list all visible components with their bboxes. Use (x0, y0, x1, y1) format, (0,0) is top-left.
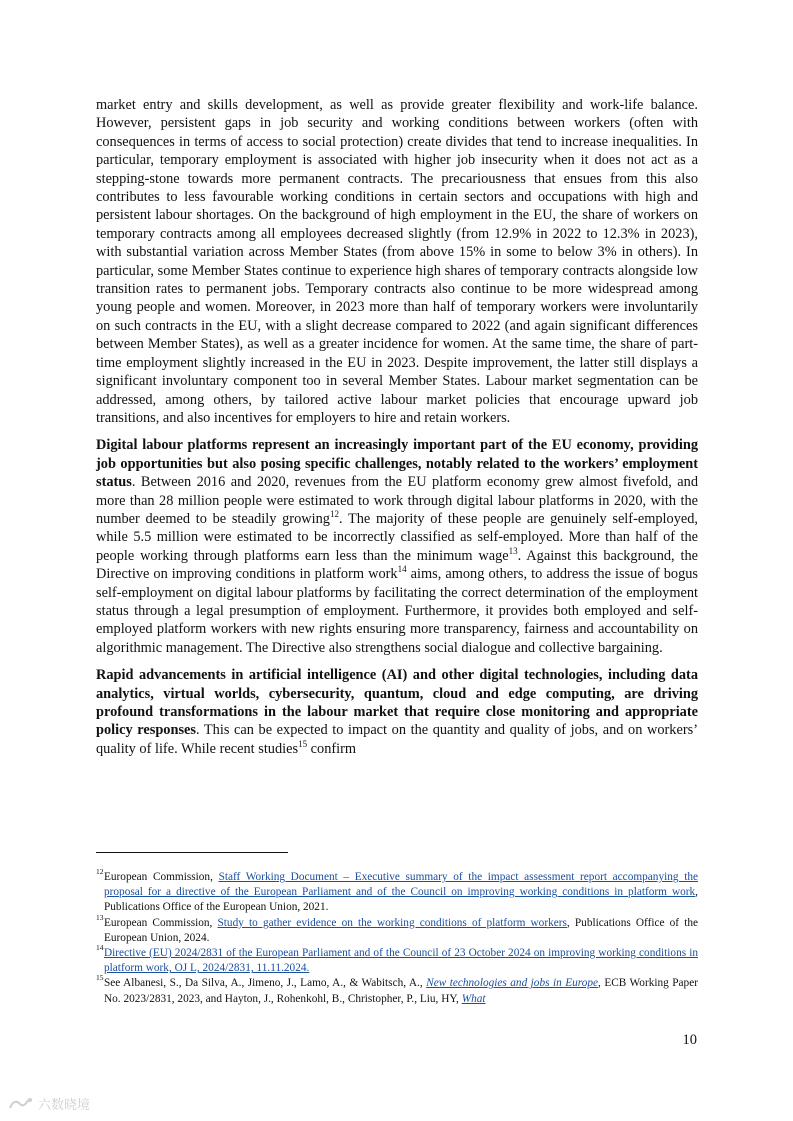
footnote-text: , ECB Working Paper No. 2023/2831, 2023, and Hayton, J., Rohenkohl, B., Christopher, P., Liu, HY, (104, 977, 698, 1005)
watermark-text: 六数晓境 (38, 1098, 91, 1113)
paragraph-2 (96, 436, 698, 657)
footnote-15-link[interactable]: New technologies and jobs in Europe (426, 977, 599, 990)
footnote-text: European Commission, (104, 871, 219, 883)
footnote-ref-15[interactable]: 15 (298, 739, 308, 750)
paragraph-3-text-a: . This can be expected to impact on the quantity and quality of jobs, and on workers’ quality of life. While recent studies (96, 722, 698, 757)
footnote-12-link[interactable]: Staff Working Document – Executive summary of the impact assessment report accompanying the proposal for a directive of the European Parliament and of the Council on improving working conditions in platform work (104, 871, 698, 899)
footnote-number: 13 (96, 912, 104, 922)
paragraph-3-text-b: confirm (307, 740, 357, 757)
paragraph-3 (96, 666, 698, 758)
footnote-text: European Commission, (104, 916, 218, 929)
footnote-number: 15 (96, 973, 104, 983)
paragraph-2-text-b: . The majority of these people are genuinely self-employed, while 5.5 million were estimated to be incorrectly classified as self-employed. More than half of the people working through platforms earn less than the minimum wage (96, 510, 698, 564)
footnote-ref-12[interactable]: 12 (329, 509, 339, 520)
footnote-text: See Albanesi, S., Da Silva, A., Jimeno, J., Lamo, A., & Wabitsch, A., (104, 977, 427, 990)
footnote-14 (96, 943, 698, 976)
footnote-ref-13[interactable]: 13 (508, 545, 518, 556)
footnote-text: , Publications Office of the European Union, 2021. (104, 886, 698, 914)
footnote-ref-14[interactable]: 14 (397, 564, 407, 575)
logo-icon (8, 1096, 34, 1112)
footnote-number: 14 (96, 943, 104, 953)
document-body (96, 96, 698, 767)
page-number: 10 (682, 1032, 697, 1048)
footnote-12 (96, 867, 698, 916)
paragraph-2-lead: Digital labour platforms represent an increasingly important part of the EU economy, providing job opportunities but also posing specific challenges, notably related to the workers’ employment status (96, 437, 698, 491)
footnote-14-link[interactable]: Directive (EU) 2024/2831 of the European Parliament and of the Council of 23 October 2024 on improving working conditions in platform work, OJ L, 2024/2831, 11.11.2024. (104, 947, 698, 975)
paragraph-2-text-a: . Between 2016 and 2020, revenues from the EU platform economy grew almost fivefold, and more than 28 million people were estimated to work through digital labour platforms in 2020, with the number deemed to be steadily growing (96, 474, 698, 527)
footnote-text: , Publications Office of the European Union, 2024. (104, 916, 699, 944)
footnote-15-link-2[interactable]: What (461, 992, 486, 1005)
footnotes (96, 867, 699, 1007)
footnote-number: 12 (96, 867, 104, 876)
paragraph-1 (96, 96, 698, 427)
paragraph-3-lead: Rapid advancements in artificial intelligence (AI) and other digital technologies, including data analytics, virtual worlds, cybersecurity, quantum, cloud and edge computing, are driving profound transformations in the labour market that require close monitoring and appropriate policy responses (96, 667, 698, 739)
watermark (8, 1094, 90, 1113)
footnote-13-link[interactable]: Study to gather evidence on the working conditions of platform workers (217, 916, 567, 929)
paragraph-2-text-d: aims, among others, to address the issue of bogus self-employment on digital labour platforms by facilitating the correct determination of the employment status through a legal presumption of employment. Furthermore, it provides both employed and self-employed platform workers with new rights ensuring more transparency, fairness and accountability on algorithmic management. The Directive also strengthens social dialogue and collective bargaining. (96, 566, 699, 656)
footnote-separator (96, 852, 288, 853)
footnote-15 (96, 973, 698, 1006)
paragraph-2-text-c: . Against this background, the Directive on improving conditions in platform work (96, 547, 698, 583)
paragraph-1-text: market entry and skills development, as well as provide greater flexibility and work-life balance. However, persistent gaps in job security and working conditions between workers (often with consequences in terms of access to social protection) create divides that tend to increase inequalities. In particular, temporary employment is associated with higher job insecurity when it does not act as a stepping-stone towards more permanent contracts. The precariousness that ensues from this also contributes to less favourable working conditions in certain sectors and occupations with high and persistent labour shortages. On the background of high employment in the EU, the share of workers on temporary contracts among all employees decreased slightly (from 12.9% in 2022 to 12.3% in 2023), with substantial variation across Member States (from above 15% in some to below 3% in others). In particular, some Member States continue to experience high shares of temporary contracts alongside low transition rates to permanent jobs. Temporary contracts also continue to be more widespread among young people and women. Moreover, in 2023 more than half of temporary workers were involuntarily on such contracts in the EU, with a slight decrease compared to 2022 (and again significant differences between Member States), as well as a greater incidence for women. At the same time, the share of part-time employment slightly increased in the EU in 2023. Despite improvement, the latter still displays a significant involuntary component too in several Member States. Labour market segmentation can be addressed, among others, by tailored active labour market policies that encourage upward job transitions, and also incentives for employers to hire and retain workers. (96, 97, 698, 426)
footnote-13 (96, 912, 699, 946)
